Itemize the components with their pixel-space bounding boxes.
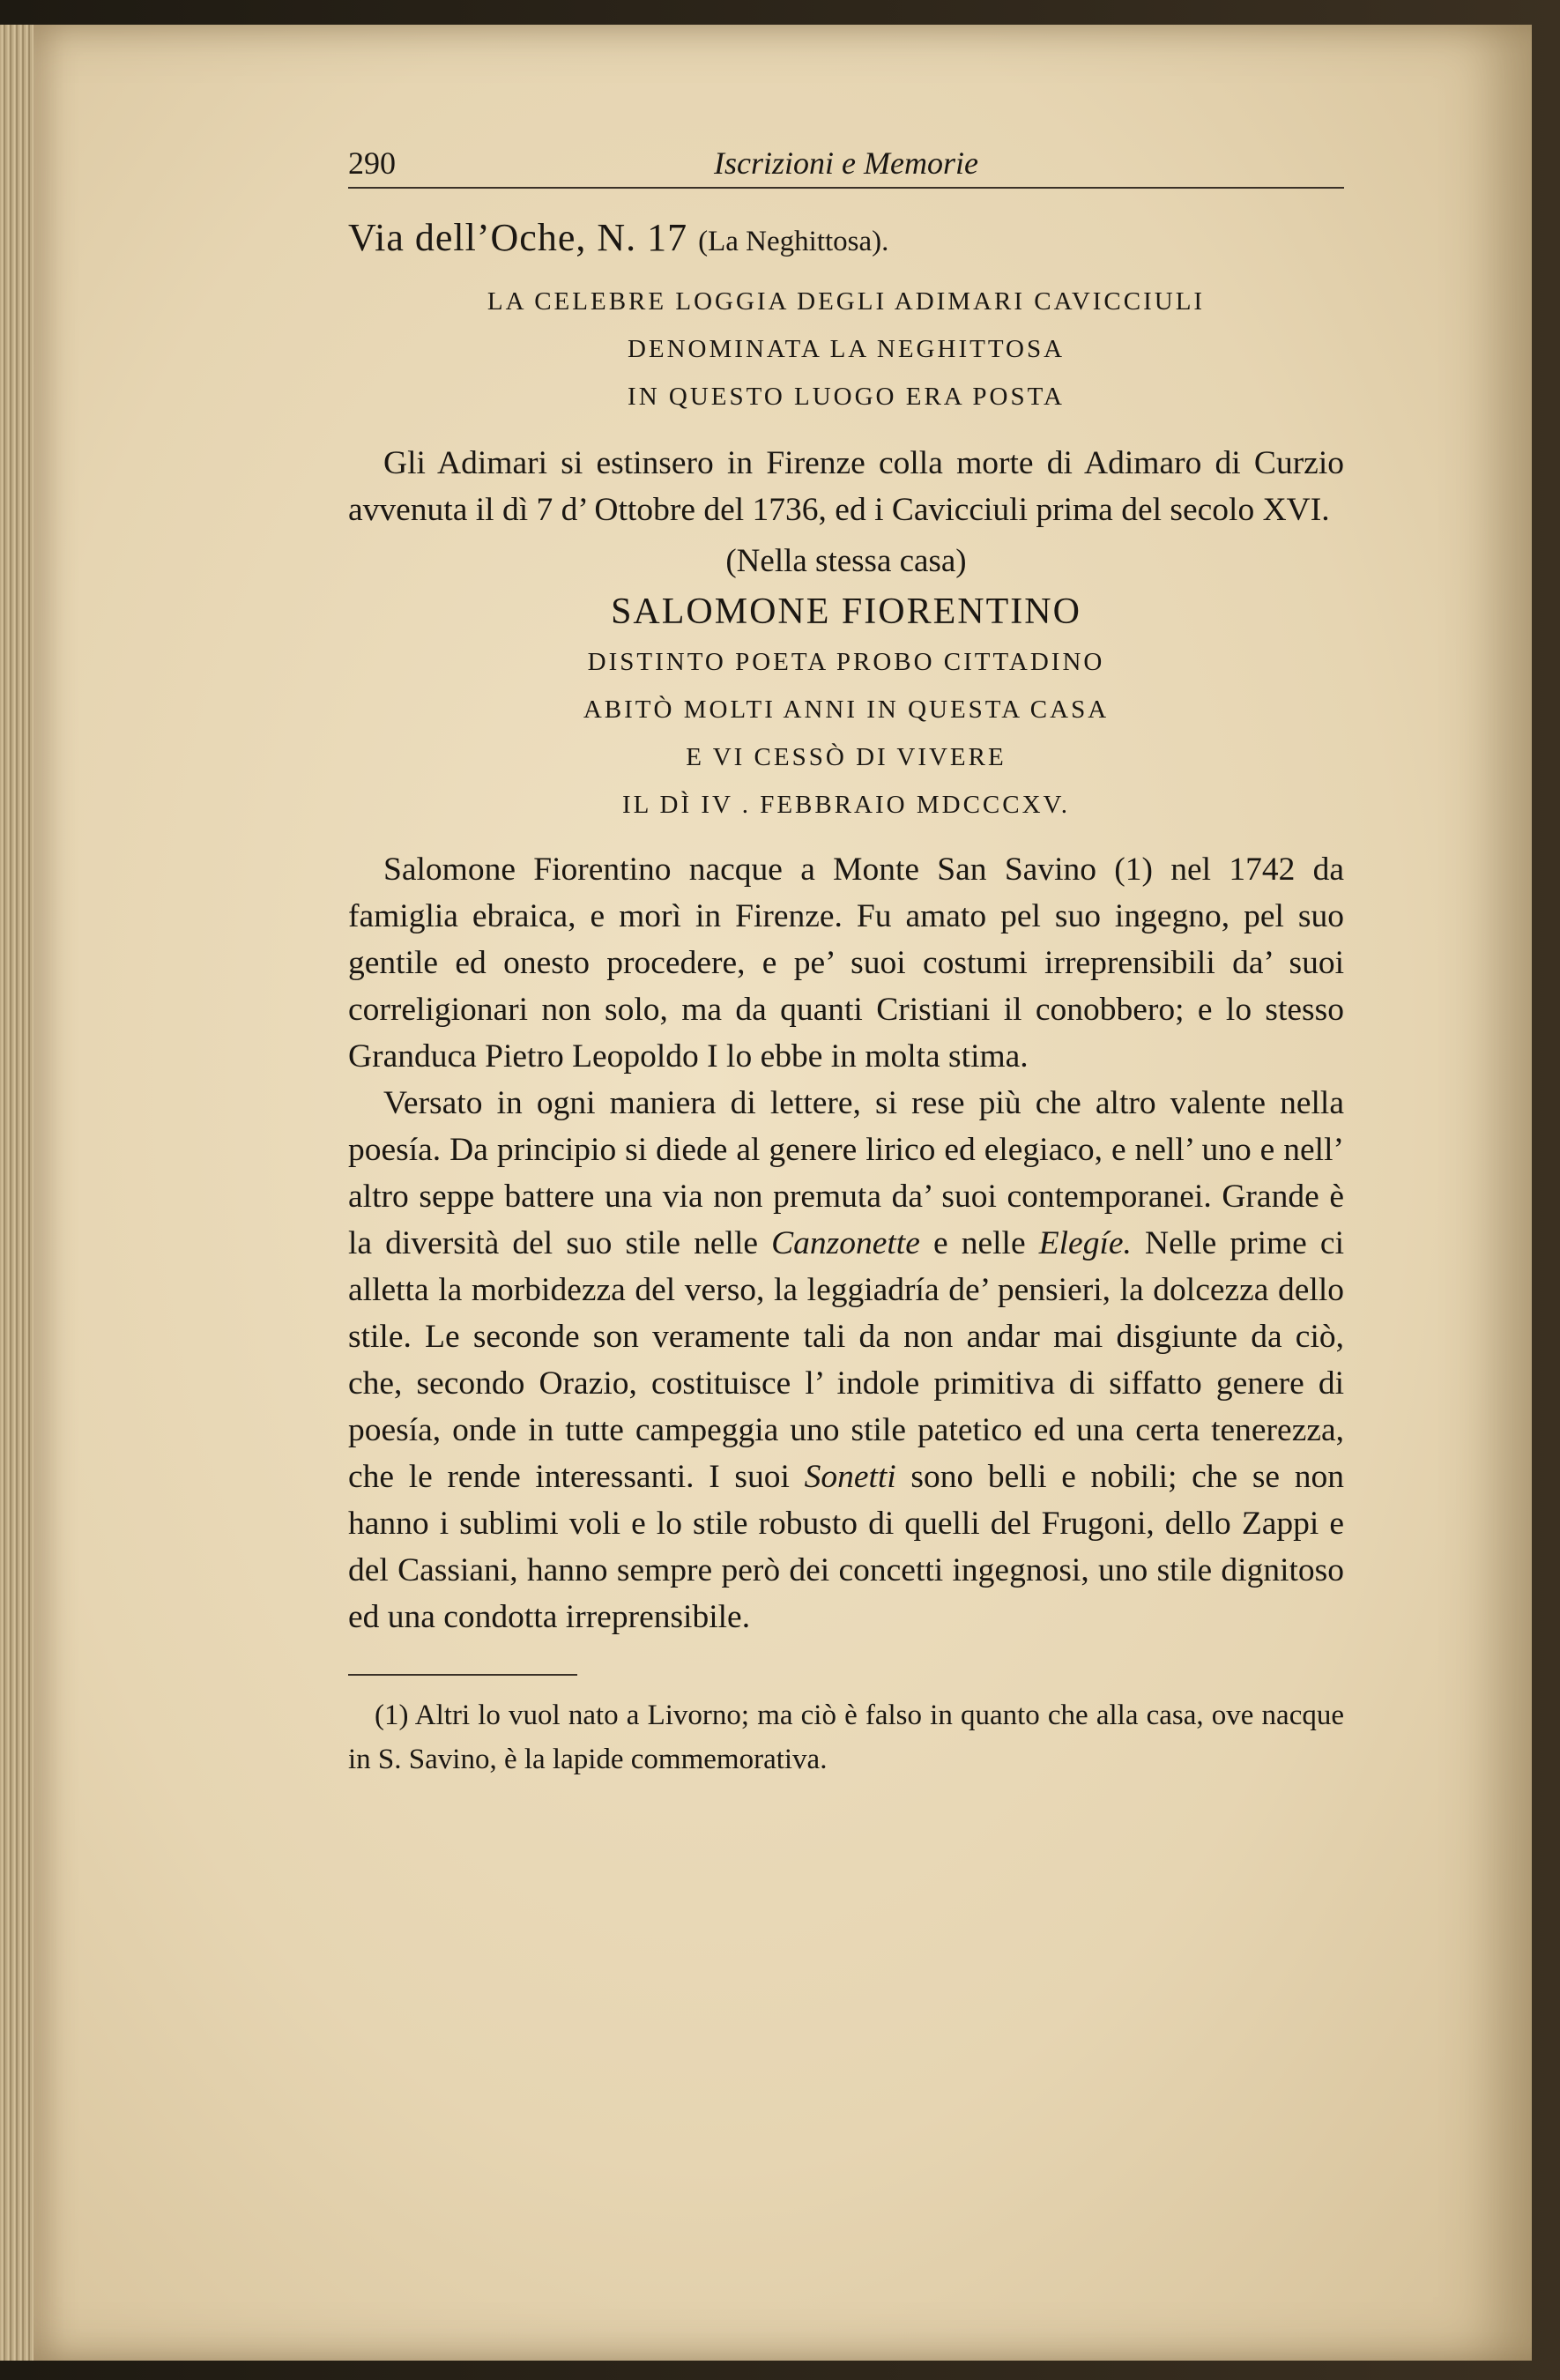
page-number: 290 [348, 145, 396, 181]
paragraph-text: Versato in ogni maniera di lettere, si rese più che altro valente nella poesía. Da principio si diede al genere lirico ed elegiaco, e nell’ uno e nell’ altro seppe battere una via non premuta da’ suoi contemporanei. Grande è la diversità del suo stile nelle [348, 1085, 1344, 1261]
paragraph-text: sono belli e nobili; che se non hanno i sublimi voli e lo stile robusto di quelli del Frugoni, dello Zappi e del Cassiani, hanno sempre però dei concetti ingegnosi, uno stile dignitoso ed una condotta irreprensibile. [348, 1459, 1344, 1635]
inscription-line: LA CELEBRE LOGGIA DEGLI ADIMARI CAVICCIULI [487, 287, 1206, 316]
footnote: (1) Altri lo vuol nato a Livorno; ma ciò è falso in quanto che alla casa, ove nacque in S. Savino, è la lapide commemorativa. [348, 1699, 1344, 1775]
italic-title: Elegíe. [1038, 1225, 1132, 1261]
inscription-line: ABITÒ MOLTI ANNI IN QUESTA CASA [583, 695, 1110, 724]
inscription-line: DISTINTO POETA PROBO CITTADINO [587, 648, 1105, 676]
italic-title: Canzonette [771, 1225, 920, 1261]
inscription-salomone [348, 638, 1344, 829]
inscription-line: E VI CESSÒ DI VIVERE [686, 743, 1007, 771]
running-head [348, 141, 1344, 189]
section-heading [348, 215, 1344, 260]
paragraph-text: Nelle prime ci alletta la morbidezza del verso, la leggiadría de’ pensieri, la dolcezza dello stile. Le seconde son veramente tali da non andar mai disgiunte da ciò, che, secondo Orazio, costituisce l’ indole primitiva di siffatto genere di poesía, onde in tutte campeggia uno stile patetico ed una certa tenerezza, che le rende interessanti. I suoi [348, 1225, 1344, 1495]
section-address: Via dell’Oche, N. 17 [348, 216, 688, 259]
paragraph-text: e nelle [919, 1225, 1039, 1261]
inscription-line: DENOMINATA LA NEGHITTOSA [627, 335, 1066, 363]
inscription-line: IN QUESTO LUOGO ERA POSTA [628, 383, 1065, 411]
inscription-loggia [348, 278, 1344, 420]
inscription-name: SALOMONE FIORENTINO [611, 591, 1081, 632]
paragraph-adimari: Gli Adimari si estinsero in Firenze colla morte di Adimaro di Curzio avvenuta il dì 7 d’ Ottobre del 1736, ed i Cavicciuli prima del secolo XVI. [348, 445, 1344, 528]
inscription-line: IL DÌ IV . FEBBRAIO MDCCCXV. [621, 791, 1071, 819]
section-subheading: (La Neghittosa). [698, 226, 889, 257]
footnote-rule [348, 1674, 577, 1676]
paragraph-biography: Salomone Fiorentino nacque a Monte San Savino (1) nel 1742 da famiglia ebraica, e morì in Firenze. Fu amato pel suo ingegno, pel suo gentile ed onesto procedere, e pe’ suoi costumi irreprensibili da’ suoi correligionari non solo, ma da quanti Cristiani il conobbero; e lo stesso Granduca Pietro Leopoldo I lo ebbe in molta stima. [348, 852, 1344, 1075]
paragraph-poetry [348, 1080, 1344, 1640]
note-same-house: (Nella stessa casa) [725, 543, 967, 579]
running-title: Iscrizioni e Memorie [714, 145, 978, 181]
italic-title: Sonetti [804, 1459, 896, 1495]
page-text-block [348, 141, 1344, 1781]
